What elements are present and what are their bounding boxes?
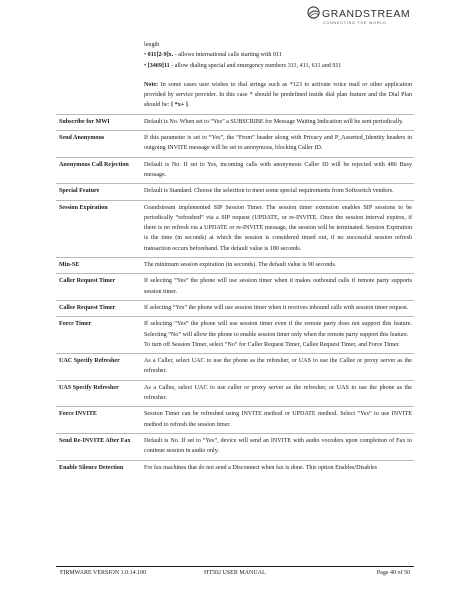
setting-description: The minimum session expiration (in seconds). The default value is 90 seconds. [141,258,414,274]
footer-page-number: Page 40 of 50 [376,570,410,576]
setting-description: For fax machines that do not send a Disconnect when fax is done. This option Enables/Disables [141,460,414,473]
setting-name: Force INVITE [56,407,141,434]
table-row [56,407,414,434]
setting-name: Force Timer [56,317,141,354]
setting-description: Grandstream implemented SIP Session Timer. The session timer extension enables SIP sessions to be periodically “refreshed” via a SIP request (UPDATE, or re-INVITE. Once the session interval expires, if there is no refresh via a UPDATE or re-INVITE message, the session will be terminated. Session Expiration is the time (in seconds) at which the session is considered timed out, if no successful session refresh transaction occurs beforehand. The default value is 180 seconds. [141,200,414,257]
footer-firmware: FIRMWARE VERSION 1.0.14.100 [60,570,147,576]
setting-name: UAC Specify Refresher [56,354,141,381]
setting-name: Subscribe for MWI [56,114,141,130]
table-row [56,274,414,301]
table-row [56,157,414,184]
setting-description: Default is No. If set to Yes, incoming calls with anonymous Caller ID will be rejected with 486 Busy message. [141,157,414,184]
grandstream-logo [307,6,419,36]
setting-description: If selecting “Yes” the phone will use session timer when it receives inbound calls with session timer request. [141,300,414,316]
logo-mark-icon [307,6,320,19]
setting-name: Caller Request Timer [56,274,141,301]
setting-description: Session Timer can be refreshed using INVITE method or UPDATE method. Select “Yes” to use INVITE method to refresh the session timer. [141,407,414,434]
list-item: • 011[2-9]x. - allows international calls starting with 011 [144,52,282,59]
setting-name: Special Feature [56,184,141,200]
setting-description: As a Callee, select UAC to use caller or proxy server as the refresher, or UAS to use the phone as the refresher. [141,380,414,407]
setting-description: Default is No. If set to “Yes”, device will send an INVITE with audio vocoders upon completion of Fax to continue session in audio only. [141,433,414,460]
setting-name: Session Expiration [56,200,141,257]
table-row [56,200,414,257]
table-row [56,131,414,158]
setting-name: Send Re-INVITE After Fax [56,433,141,460]
table-row [56,300,414,316]
dial-plan-continued-cell: length • 011[2-9]x. - allows international calls starting with 011 • [3469]11 - allow dialing special and emergency numbers 311, 411, 611 and 911 Note: In some cases user wishes to dial strings such as *123 to activate voice mail or other application provided by service provider. In this case * should be predefined inside dial plan feature and the Dial Plan should be: { *x+ }. [141,40,414,114]
table-row [56,354,414,381]
dial-plan-note: Note: In some cases user wishes to dial strings such as *123 to activate voice mail or other application provided by service provider. In this case * should be predefined inside dial plan feature and the Dial Plan should be: { *x+ }. [144,81,412,109]
brand-name: GRANDSTREAM [322,8,411,20]
setting-description: If selecting “Yes” the phone will use session timer even if the remote party does not support this feature. Selecting “No” will allow the phone to enable session timer only when the remote party support this feature. To turn off Session Timer, select “No” for Caller Request Timer, Callee Request Timer, and Force Timer. [141,317,414,354]
table-row-continued [56,40,414,114]
page-footer [56,566,414,578]
settings-table [56,40,414,473]
brand-tagline: CONNECTING THE WORLD [323,21,387,25]
table-row [56,114,414,130]
table-row [56,460,414,473]
list-item: • [3469]11 - allow dialing special and emergency numbers 311, 411, 611 and 911 [144,62,342,69]
table-row [56,317,414,354]
setting-name: Callee Request Timer [56,300,141,316]
setting-name: Anonymous Call Rejection [56,157,141,184]
setting-name: Min-SE [56,258,141,274]
setting-description: If selecting “Yes” the phone will use session timer when it makes outbound calls if remote party supports session timer. [141,274,414,301]
footer-manual-title: HT502 USER MANUAL [204,570,266,576]
setting-description: Default is Standard. Choose the selection to meet some special requirements from Softswitch vendors. [141,184,414,200]
setting-name: Enable Silence Detection [56,460,141,473]
setting-name: Send Anonymous [56,131,141,158]
setting-description: If this parameter is set to “Yes”, the “From” header along with Privacy and P_Asserted_Identity headers in outgoing INVITE message will be set to anonymous, blocking Caller ID. [141,131,414,158]
table-row [56,433,414,460]
setting-name: UAS Specify Refresher [56,380,141,407]
table-row [56,184,414,200]
table-row [56,380,414,407]
setting-description: Default is No. When set to “Yes” a SUBSCRIBE for Message Waiting Indication will be sent periodically. [141,114,414,130]
setting-description: As a Caller, select UAC to use the phone as the refresher, or UAS to use the Callee or proxy server as the refresher. [141,354,414,381]
table-row [56,258,414,274]
